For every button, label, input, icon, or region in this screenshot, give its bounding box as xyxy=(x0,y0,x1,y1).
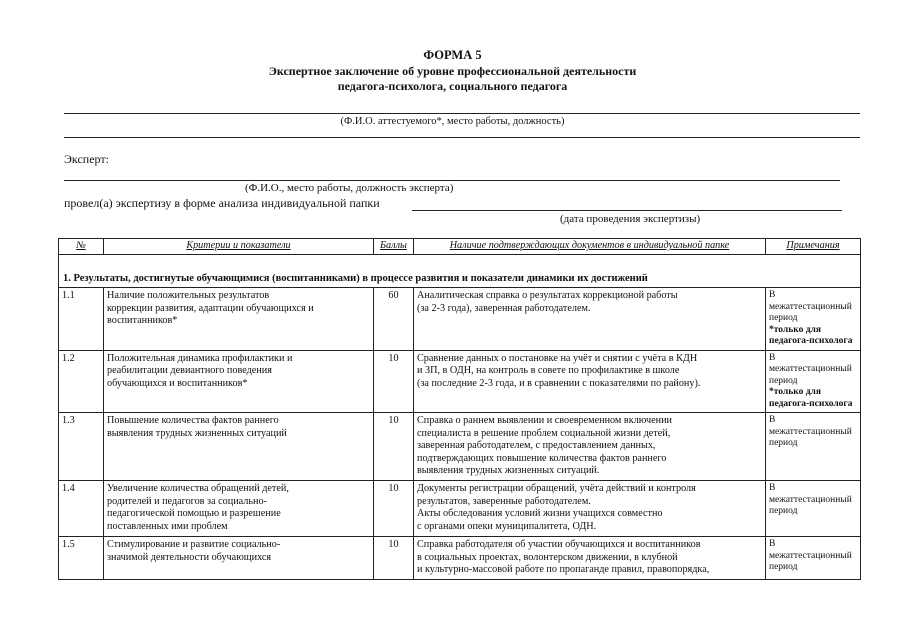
header-points: Баллы xyxy=(374,239,414,255)
row-note xyxy=(766,413,861,481)
row-documents: Сравнение данных о постановке на учёт и снятии с учёта в КДН и ЗП, в ОДН, на контроль в совете по профилактике в школе (за последние 2-3 года, и в сравнении с показателями по району). xyxy=(414,350,766,413)
attestee-line-2 xyxy=(64,137,860,138)
row-number: 1.3 xyxy=(59,413,104,481)
table-header-row xyxy=(59,239,861,255)
expert-line xyxy=(64,180,840,181)
form-title: ФОРМА 5 xyxy=(423,48,482,62)
attestee-caption: (Ф.И.О. аттестуемого*, место работы, должность) xyxy=(340,116,565,127)
row-points: 10 xyxy=(374,413,414,481)
document-subtitle-line2: педагога-психолога, социального педагога xyxy=(337,79,568,93)
row-note-period: В межаттестационный период xyxy=(769,290,852,323)
row-note xyxy=(766,350,861,413)
expert-label: Эксперт: xyxy=(64,152,109,166)
row-criteria: Положительная динамика профилактики и реабилитации девиантного поведения обучающихся и воспитанников* xyxy=(104,350,374,413)
row-note xyxy=(766,481,861,537)
conducted-label: провел(а) экспертизу в форме анализа индивидуальной папки xyxy=(64,196,380,210)
row-note-period: В межаттестационный период xyxy=(769,483,852,516)
table-row xyxy=(59,350,861,413)
row-criteria: Повышение количества фактов раннего выявления трудных жизненных ситуаций xyxy=(104,413,374,481)
row-documents: Справка о раннем выявлении и своевременном включении специалиста в решение проблем социальной жизни детей, заверенная работодателем, с предоставлением данных, подтверждающих повышение количества фактов раннего выявления трудных жизненных ситуаций. xyxy=(414,413,766,481)
row-criteria: Стимулирование и развитие социально- значимой деятельности обучающихся xyxy=(104,537,374,580)
row-note-extra: *только для педагога-психолога xyxy=(769,324,853,346)
document-subtitle-line1: Экспертное заключение об уровне профессиональной деятельности xyxy=(268,64,637,78)
row-criteria: Наличие положительных результатов коррекции развития, адаптации обучающихся и воспитанников* xyxy=(104,288,374,351)
section-title: 1. Результаты, достигнутые обучающимися (воспитанниками) в процессе развития и показатели динамики их достижений xyxy=(59,255,861,288)
row-points: 10 xyxy=(374,350,414,413)
row-points: 60 xyxy=(374,288,414,351)
section-row xyxy=(59,255,861,288)
table-row xyxy=(59,288,861,351)
header-documents: Наличие подтверждающих документов в индивидуальной папке xyxy=(414,239,766,255)
row-note xyxy=(766,537,861,580)
row-points: 10 xyxy=(374,481,414,537)
row-documents: Аналитическая справка о результатах коррекционой работы (за 2-3 года), заверенная работодателем. xyxy=(414,288,766,351)
row-note-period: В межаттестационный период xyxy=(769,415,852,448)
expert-caption: (Ф.И.О., место работы, должность эксперта) xyxy=(245,182,454,194)
date-line xyxy=(412,210,842,211)
row-number: 1.5 xyxy=(59,537,104,580)
date-caption: (дата проведения экспертизы) xyxy=(560,213,701,225)
row-note xyxy=(766,288,861,351)
table-row xyxy=(59,537,861,580)
evaluation-table xyxy=(58,238,861,580)
row-number: 1.2 xyxy=(59,350,104,413)
row-note-extra: *только для педагога-психолога xyxy=(769,387,853,409)
row-note-period: В межаттестационный период xyxy=(769,539,852,572)
row-note-period: В межаттестационный период xyxy=(769,352,852,386)
row-number: 1.4 xyxy=(59,481,104,537)
header-number: № xyxy=(59,239,104,255)
row-documents: Документы регистрации обращений, учёта действий и контроля результатов, заверенные работодателем. Акты обследования условий жизни учащихся совместно с органами опеки муниципалитета, ОДН. xyxy=(414,481,766,537)
row-number: 1.1 xyxy=(59,288,104,351)
row-documents: Справка работодателя об участии обучающихся и воспитанников в социальных проектах, волонтерском движении, в клубной и культурно-массовой работе по пропаганде правил, правопорядка, xyxy=(414,537,766,580)
row-points: 10 xyxy=(374,537,414,580)
row-criteria: Увеличение количества обращений детей, родителей и педагогов за социально- педагогической помощью и разрешение поставленных ими проблем xyxy=(104,481,374,537)
table-row xyxy=(59,413,861,481)
header-criteria: Критерии и показатели xyxy=(104,239,374,255)
table-row xyxy=(59,481,861,537)
attestee-line xyxy=(64,113,860,114)
header-notes: Примечания xyxy=(766,239,861,255)
